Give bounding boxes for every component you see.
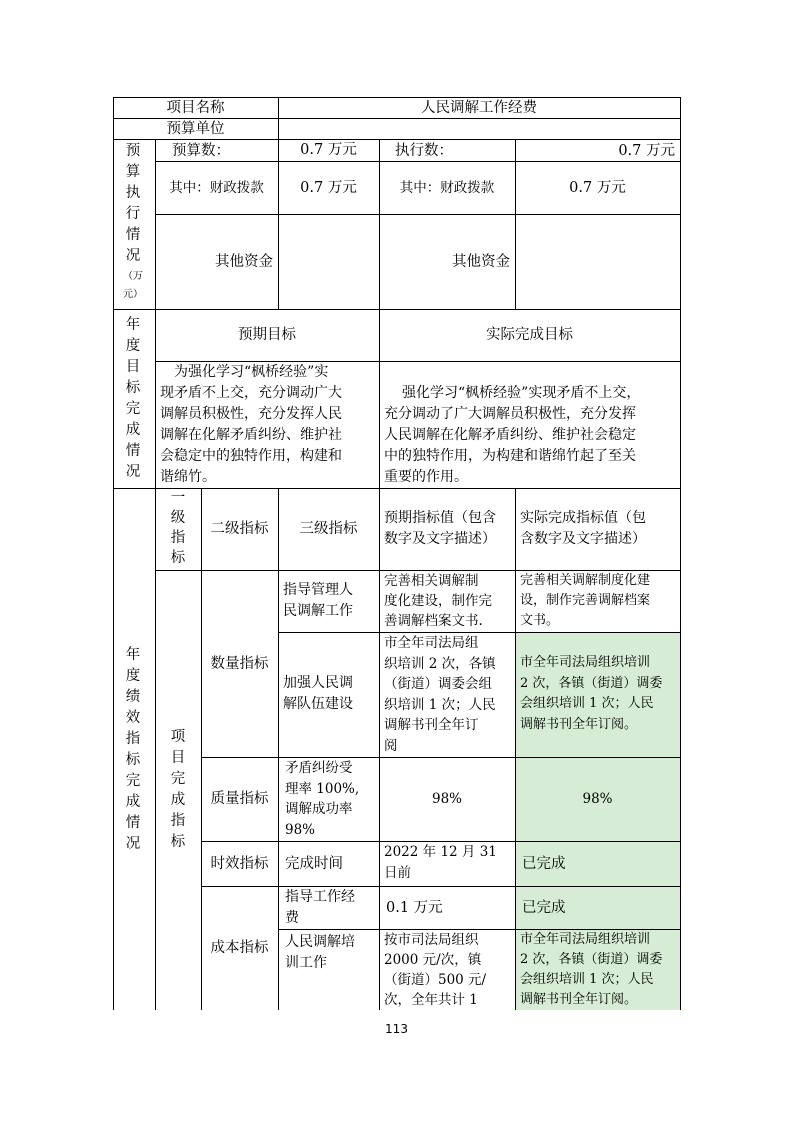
label-char: 预 bbox=[125, 143, 141, 159]
text-line: 次，全年共计 1 bbox=[384, 992, 478, 1008]
text-line: 2000 元/次，镇 bbox=[384, 952, 482, 968]
table-line bbox=[680, 97, 681, 1010]
text-line: 设，制作完善调解档案 bbox=[520, 593, 651, 608]
label-char: 指 bbox=[170, 813, 186, 829]
label-char: 情 bbox=[125, 227, 141, 243]
label-char: 年 bbox=[125, 647, 141, 663]
quality-indicator-text bbox=[285, 758, 378, 840]
cost-row1-indicator bbox=[285, 887, 378, 929]
text-line: 按市司法局组织 bbox=[384, 932, 479, 948]
project-name-label: 项目名称 bbox=[166, 99, 225, 116]
fiscal-value-2: 0.7 万元 bbox=[569, 179, 626, 196]
label-char: 项 bbox=[170, 729, 186, 745]
label-char: 算 bbox=[125, 164, 141, 180]
expected-value-header bbox=[384, 508, 514, 550]
text-line: 矛盾纠纷受 bbox=[285, 760, 353, 776]
label-char: 情 bbox=[125, 443, 141, 459]
expected-goal-text bbox=[160, 362, 378, 488]
text-line: （街道）调委会组 bbox=[384, 676, 492, 692]
timeliness-indicator-label: 时效指标 bbox=[210, 855, 269, 872]
expected-goal-header: 预期目标 bbox=[238, 327, 296, 343]
quantity-row1-expected bbox=[384, 571, 514, 631]
text-line: 调解书刊全年订 bbox=[384, 717, 479, 733]
table-line bbox=[113, 139, 681, 140]
text-line: 市全年司法局组织培训 bbox=[520, 655, 651, 670]
quantity-indicator-label: 数量指标 bbox=[210, 655, 269, 672]
text-line: 理率 100%, bbox=[285, 780, 360, 797]
text-line: 为强化学习“枫桥经验”实 bbox=[174, 364, 329, 380]
text-line: 会组织培训 1 次；人民 bbox=[520, 696, 654, 711]
text-line: 含数字及文字描述） bbox=[520, 531, 646, 547]
text-line: 会组织培训 1 次；人民 bbox=[520, 972, 654, 987]
label-char: 况 bbox=[125, 464, 141, 480]
text-line: 2 次，各镇（街道）调委 bbox=[520, 952, 663, 967]
cost-row1-expected: 0.1 万元 bbox=[386, 899, 443, 916]
text-line: 人民调解在化解矛盾纠纷、维护社会稳定 bbox=[384, 427, 636, 443]
actual-value-header bbox=[520, 508, 678, 550]
label-char: 效 bbox=[125, 710, 141, 726]
label-char: 标 bbox=[125, 752, 141, 768]
text-line: 市全年司法局组织培训 bbox=[520, 932, 651, 947]
label-char: 指 bbox=[125, 731, 141, 747]
text-line: 会稳定中的独特作用，构建和 bbox=[160, 448, 342, 464]
cost-row2-indicator bbox=[285, 932, 378, 974]
fiscal-label-2: 其中：财政拨款 bbox=[399, 179, 495, 196]
label-char: 一 bbox=[170, 490, 186, 506]
label-char: 情 bbox=[125, 815, 141, 831]
text-line: 指导管理人 bbox=[283, 582, 353, 598]
text-line: 强化学习“枫桥经验”实现矛盾不上交， bbox=[402, 385, 641, 401]
label-char: 绩 bbox=[125, 689, 141, 705]
text-line: 指导工作经 bbox=[285, 889, 355, 905]
level2-header: 二级指标 bbox=[210, 521, 269, 537]
text-line: 中的独特作用，为构建和谐绵竹起了至关 bbox=[384, 448, 636, 464]
text-line: 预期指标值（包含 bbox=[384, 510, 496, 526]
text-line: 完善相关调解制度化建 bbox=[520, 573, 651, 588]
project-name-value: 人民调解工作经费 bbox=[421, 99, 537, 116]
unit-label: 元） bbox=[123, 289, 143, 300]
budget-amount-value: 0.7 万元 bbox=[300, 142, 357, 158]
unit-label: （万 bbox=[123, 271, 143, 282]
text-line: 调解书刊全年订阅。 bbox=[520, 992, 638, 1007]
label-char: 完 bbox=[125, 773, 141, 789]
text-line: 度化建设，制作完 bbox=[384, 593, 492, 609]
timeliness-actual: 已完成 bbox=[522, 855, 566, 872]
table-line bbox=[113, 488, 681, 489]
timeliness-indicator-text: 完成时间 bbox=[285, 855, 343, 872]
text-line: 2022 年 12 月 31 bbox=[384, 844, 497, 860]
label-char: 目 bbox=[170, 750, 186, 766]
text-line: 民调解工作 bbox=[283, 603, 353, 619]
label-char: 目 bbox=[125, 359, 141, 375]
label-char: 成 bbox=[125, 794, 141, 810]
fiscal-label-1: 其中：财政拨款 bbox=[169, 179, 264, 196]
text-line: 阅 bbox=[384, 737, 398, 754]
text-line: 日前 bbox=[384, 865, 411, 881]
text-line: 现矛盾不上交，充分调动广大 bbox=[160, 385, 342, 401]
text-line: 善调解档案文书. bbox=[384, 613, 483, 629]
label-char: 况 bbox=[125, 248, 141, 264]
budget-unit-label: 预算单位 bbox=[166, 120, 225, 137]
text-line: 费 bbox=[285, 910, 299, 926]
budget-unit-value bbox=[278, 118, 680, 139]
cost-row1-actual: 已完成 bbox=[522, 899, 566, 916]
text-line: 实际完成指标值（包 bbox=[520, 510, 646, 526]
text-line: 文书。 bbox=[520, 613, 560, 628]
fiscal-value-1: 0.7 万元 bbox=[300, 179, 357, 196]
table-line bbox=[515, 488, 516, 1010]
label-char: 度 bbox=[125, 338, 141, 354]
budget-amount-label: 预算数： bbox=[172, 143, 230, 159]
label-char: 标 bbox=[125, 380, 141, 396]
text-line: 充分调动了广大调解员积极性，充分发挥 bbox=[384, 406, 636, 422]
text-line: 重要的作用。 bbox=[384, 469, 468, 485]
text-line: 解队伍建设 bbox=[283, 696, 353, 712]
text-line: 织培训 1 次；人民 bbox=[384, 696, 496, 713]
cost-indicator-label: 成本指标 bbox=[210, 940, 269, 956]
label-char: 况 bbox=[125, 836, 141, 852]
quality-actual: 98% bbox=[582, 791, 613, 807]
label-char: 级 bbox=[170, 510, 186, 526]
cost-row2-actual bbox=[520, 930, 678, 1010]
quantity-row1-actual bbox=[520, 571, 678, 631]
label-char: 成 bbox=[125, 422, 141, 438]
text-line: 98% bbox=[285, 821, 316, 838]
actual-goal-header: 实际完成目标 bbox=[486, 327, 573, 343]
quality-expected: 98% bbox=[431, 791, 462, 807]
table-line bbox=[379, 361, 380, 488]
label-char: 行 bbox=[125, 206, 141, 222]
quality-indicator-label: 质量指标 bbox=[210, 791, 269, 807]
text-line: 谐绵竹。 bbox=[160, 469, 216, 485]
label-char: 标 bbox=[170, 550, 186, 566]
label-char: 年 bbox=[125, 317, 141, 333]
text-line: 数字及文字描述） bbox=[384, 531, 496, 547]
text-line: 调解在化解矛盾纠纷、维护社 bbox=[160, 427, 342, 443]
text-line: 调解成功率 bbox=[285, 801, 353, 817]
label-char: 完 bbox=[170, 771, 186, 787]
exec-amount-value: 0.7 万元 bbox=[618, 143, 675, 159]
label-char: 标 bbox=[170, 834, 186, 850]
table-line bbox=[113, 97, 114, 1010]
text-line: 2 次，各镇（街道）调委 bbox=[520, 675, 663, 691]
label-char: 完 bbox=[125, 401, 141, 417]
text-line: 完善相关调解制 bbox=[384, 573, 479, 589]
text-line: 调解书刊全年订阅。 bbox=[520, 716, 638, 732]
exec-amount-label: 执行数： bbox=[395, 143, 453, 159]
label-char: 指 bbox=[170, 530, 186, 546]
other-funds-label-1: 其他资金 bbox=[215, 253, 273, 270]
text-line: 人民调解培 bbox=[285, 934, 355, 950]
quantity-row2-indicator bbox=[283, 673, 378, 715]
cost-row2-expected bbox=[384, 930, 514, 1010]
page-number: 113 bbox=[385, 1022, 408, 1036]
text-line: 训工作 bbox=[285, 955, 327, 971]
text-line: 调解员积极性，充分发挥人民 bbox=[160, 406, 342, 422]
text-line: 织培训 2 次，各镇 bbox=[384, 655, 496, 672]
label-char: 成 bbox=[170, 792, 186, 808]
actual-goal-text bbox=[384, 383, 678, 488]
text-line: 加强人民调 bbox=[283, 675, 353, 691]
timeliness-expected bbox=[384, 842, 514, 884]
table-line bbox=[379, 488, 380, 1010]
quantity-row2-expected bbox=[384, 633, 514, 756]
text-line: 市全年司法局组 bbox=[384, 635, 479, 651]
quantity-row2-actual bbox=[520, 653, 678, 735]
quantity-row1-indicator bbox=[283, 580, 378, 622]
text-line: （街道）500 元/ bbox=[384, 972, 487, 988]
label-char: 度 bbox=[125, 668, 141, 684]
label-char: 执 bbox=[125, 185, 141, 201]
other-funds-label-2: 其他资金 bbox=[452, 253, 510, 270]
level3-header: 三级指标 bbox=[299, 521, 358, 537]
